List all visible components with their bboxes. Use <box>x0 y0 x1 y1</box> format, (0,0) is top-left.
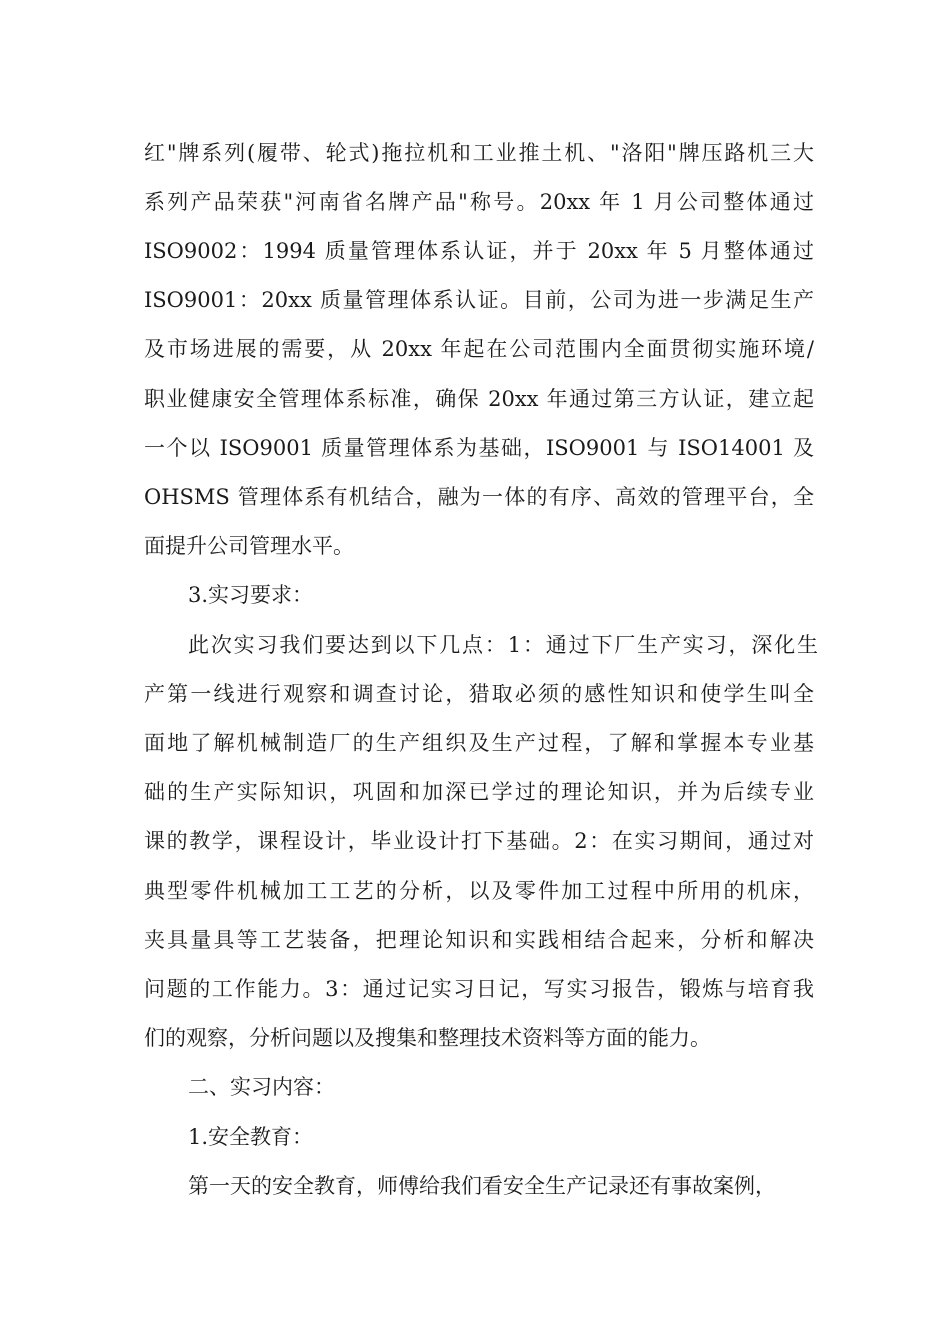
paragraph-line: 典型零件机械加工工艺的分析，以及零件加工过程中所用的机床， <box>144 879 814 903</box>
paragraph-line: 此次实习我们要达到以下几点：1：通过下厂生产实习，深化生 <box>188 633 818 657</box>
paragraph-line: 夹具量具等工艺装备，把理论知识和实践相结合起来，分析和解决 <box>144 928 814 952</box>
paragraph-line: 面提升公司管理水平。 <box>144 534 354 558</box>
paragraph-line: OHSMS 管理体系有机结合，融为一体的有序、高效的管理平台，全 <box>144 485 814 509</box>
paragraph-line: 及市场进展的需要，从 20xx 年起在公司范围内全面贯彻实施环境/ <box>144 337 814 361</box>
paragraph-line: 们的观察，分析问题以及搜集和整理技术资料等方面的能力。 <box>144 1026 711 1050</box>
paragraph-line: 课的教学，课程设计，毕业设计打下基础。2：在实习期间，通过对 <box>144 829 814 853</box>
section-heading: 3.实习要求： <box>188 583 314 607</box>
paragraph-line: 一个以 ISO9001 质量管理体系为基础，ISO9001 与 ISO14001 及 <box>144 436 814 460</box>
section-heading: 二、实习内容： <box>188 1075 335 1099</box>
paragraph-line: 红"牌系列(履带、轮式)拖拉机和工业推土机、"洛阳"牌压路机三大 <box>144 141 814 165</box>
subsection-heading: 1.安全教育： <box>188 1125 314 1149</box>
paragraph-line: ISO9002：1994 质量管理体系认证，并于 20xx 年 5 月整体通过 <box>144 239 814 263</box>
paragraph-line: 产第一线进行观察和调查讨论，猎取必须的感性知识和使学生叫全 <box>144 682 814 706</box>
paragraph-line: 系列产品荣获"河南省名牌产品"称号。20xx 年 1 月公司整体通过 <box>144 190 814 214</box>
paragraph-line: ISO9001：20xx 质量管理体系认证。目前，公司为进一步满足生产 <box>144 288 814 312</box>
paragraph-line: 职业健康安全管理体系标准，确保 20xx 年通过第三方认证，建立起 <box>144 387 814 411</box>
paragraph-line: 础的生产实际知识，巩固和加深已学过的理论知识，并为后续专业 <box>144 780 814 804</box>
paragraph-line: 问题的工作能力。3：通过记实习日记，写实习报告，锻炼与培育我 <box>144 977 814 1001</box>
paragraph-line: 面地了解机械制造厂的生产组织及生产过程，了解和掌握本专业基 <box>144 731 814 755</box>
paragraph-line: 第一天的安全教育，师傅给我们看安全生产记录还有事故案例， <box>188 1174 776 1198</box>
